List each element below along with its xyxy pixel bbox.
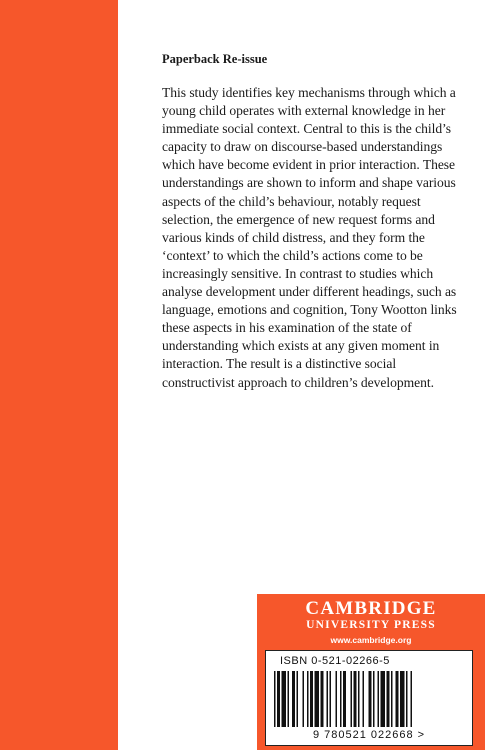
- barcode-graphic: [272, 671, 466, 729]
- publisher-url: www.cambridge.org: [330, 635, 412, 645]
- barcode-panel: [265, 650, 473, 746]
- publisher-logo: [257, 599, 485, 646]
- publisher-subname: UNIVERSITY PRESS: [306, 619, 436, 631]
- orange-spine-band: [0, 0, 118, 750]
- barcode-number: 9 780521 022668 >: [312, 729, 426, 741]
- publisher-name: CAMBRIDGE: [305, 598, 437, 619]
- reissue-heading: Paperback Re-issue: [162, 52, 268, 66]
- back-cover-text: [162, 52, 467, 392]
- publisher-block: [257, 594, 485, 750]
- book-blurb: This study identifies key mechanisms through which a young child operates with external knowledge in her immediate social context. Central to this is the child’s capacity to draw on discourse-based understandings which have become evident in prior interaction. These understandings are shown to inform and shape various aspects of the child’s behaviour, notably request selection, the emergence of new request forms and various kinds of child distress, and they form the ‘context’ to which the child’s actions come to be increasingly sensitive. In contrast to studies which analyse development under different headings, such as language, emotions and cognition, Tony Wootton links these aspects in his examination of the state of understanding which exists at any given moment in interaction. The result is a distinctive social constructivist approach to children’s development.: [162, 85, 457, 390]
- isbn-text: ISBN 0-521-02266-5: [280, 655, 390, 667]
